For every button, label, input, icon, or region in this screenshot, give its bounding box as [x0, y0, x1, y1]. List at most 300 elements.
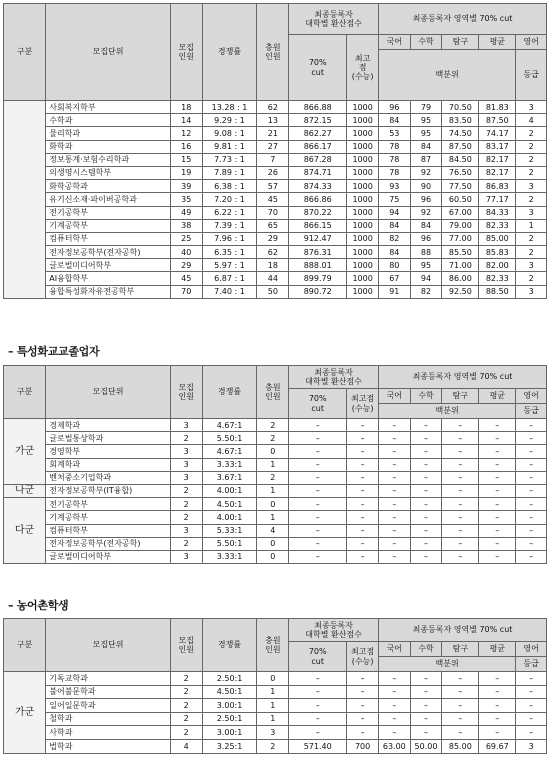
value-cell: 1000	[347, 193, 379, 206]
value-cell: 77.17	[479, 193, 516, 206]
group-label: 가군	[4, 672, 46, 754]
value-cell: 81.83	[479, 101, 516, 114]
header-max: 최고점 (수능)	[347, 389, 379, 419]
value-cell: –	[289, 726, 347, 740]
value-cell: –	[442, 432, 479, 445]
value-cell: –	[378, 445, 410, 458]
value-cell: 7.40 : 1	[202, 285, 257, 298]
table-row	[4, 537, 547, 550]
header-fill: 충원 인원	[257, 619, 289, 672]
value-cell: 4	[257, 524, 289, 537]
value-cell: 0	[257, 498, 289, 511]
value-cell: 78	[378, 140, 410, 153]
table-row	[4, 166, 547, 179]
value-cell: 4.50:1	[202, 685, 257, 699]
value-cell: 866.86	[289, 193, 347, 206]
value-cell: 86.00	[442, 272, 479, 285]
value-cell: –	[378, 537, 410, 550]
value-cell: –	[289, 432, 347, 445]
value-cell: –	[347, 672, 379, 686]
value-cell: 4.67:1	[202, 445, 257, 458]
table-row	[4, 127, 547, 140]
value-cell: 1000	[347, 272, 379, 285]
value-cell: –	[289, 471, 347, 484]
header-math: 수학	[410, 35, 442, 50]
value-cell: –	[479, 685, 516, 699]
header-eng: 영어	[516, 642, 547, 657]
value-cell: –	[289, 699, 347, 713]
value-cell: 84	[410, 140, 442, 153]
table-row	[4, 180, 547, 193]
header-percentile: 백분위	[378, 657, 515, 672]
value-cell: 45	[170, 272, 202, 285]
value-cell: 571.40	[289, 739, 347, 753]
table-row	[4, 140, 547, 153]
value-cell: –	[410, 550, 442, 563]
value-cell: 6.35 : 1	[202, 246, 257, 259]
table-row	[4, 726, 547, 740]
value-cell: –	[479, 471, 516, 484]
value-cell: 82.17	[479, 166, 516, 179]
header-score: 최종등록자 대학별 환산점수	[289, 4, 379, 35]
value-cell: 78	[378, 166, 410, 179]
value-cell: 9.29 : 1	[202, 114, 257, 127]
value-cell: 6.87 : 1	[202, 272, 257, 285]
value-cell: 3	[516, 259, 547, 272]
value-cell: 3	[170, 419, 202, 432]
value-cell: –	[479, 511, 516, 524]
unit-name: 컴퓨터학부	[46, 232, 171, 245]
value-cell: 2	[170, 498, 202, 511]
value-cell: 2	[257, 419, 289, 432]
value-cell: –	[516, 537, 547, 550]
value-cell: 88	[410, 246, 442, 259]
value-cell: –	[378, 712, 410, 726]
value-cell: –	[442, 685, 479, 699]
value-cell: 35	[170, 193, 202, 206]
value-cell: –	[347, 498, 379, 511]
value-cell: –	[378, 699, 410, 713]
value-cell: –	[410, 458, 442, 471]
header-percentile: 백분위	[378, 404, 515, 419]
value-cell: 3	[516, 206, 547, 219]
value-cell: 1	[257, 484, 289, 497]
value-cell: –	[479, 726, 516, 740]
value-cell: 6.22 : 1	[202, 206, 257, 219]
value-cell: 0	[257, 445, 289, 458]
value-cell: –	[289, 419, 347, 432]
value-cell: 96	[410, 232, 442, 245]
value-cell: 82	[410, 285, 442, 298]
table-general	[3, 3, 547, 299]
unit-name: 기계공학부	[46, 219, 171, 232]
value-cell: 79.00	[442, 219, 479, 232]
table-row	[4, 232, 547, 245]
value-cell: 1	[257, 511, 289, 524]
value-cell: 96	[378, 101, 410, 114]
header-kor: 국어	[378, 642, 410, 657]
unit-name: 법학과	[46, 739, 171, 753]
value-cell: –	[516, 484, 547, 497]
value-cell: –	[516, 471, 547, 484]
header-group: 구분	[4, 4, 46, 101]
value-cell: –	[410, 685, 442, 699]
value-cell: 3.67:1	[202, 471, 257, 484]
table-row	[4, 285, 547, 298]
unit-name: 회계학과	[46, 458, 171, 471]
value-cell: 50	[257, 285, 289, 298]
header-avg: 평균	[479, 35, 516, 50]
value-cell: 26	[257, 166, 289, 179]
value-cell: 2	[257, 739, 289, 753]
value-cell: 92	[410, 166, 442, 179]
value-cell: 4.50:1	[202, 498, 257, 511]
header-group: 구분	[4, 366, 46, 419]
value-cell: 14	[170, 114, 202, 127]
value-cell: 82.00	[479, 259, 516, 272]
value-cell: 95	[410, 127, 442, 140]
value-cell: 7	[257, 153, 289, 166]
value-cell: 1	[257, 699, 289, 713]
value-cell: 3	[170, 550, 202, 563]
value-cell: 2	[516, 127, 547, 140]
unit-name: 글로벌미디어학부	[46, 550, 171, 563]
unit-name: 일어일문학과	[46, 699, 171, 713]
value-cell: 18	[257, 259, 289, 272]
value-cell: –	[347, 726, 379, 740]
value-cell: 82.33	[479, 219, 516, 232]
value-cell: –	[378, 550, 410, 563]
value-cell: –	[378, 458, 410, 471]
value-cell: 2	[170, 511, 202, 524]
header-quota: 모집 인원	[170, 4, 202, 101]
group-label: 가군	[4, 419, 46, 485]
value-cell: 1000	[347, 259, 379, 272]
value-cell: –	[442, 498, 479, 511]
header-area: 최종등록자 영역별 70% cut	[378, 619, 546, 642]
table-row	[4, 206, 547, 219]
value-cell: 94	[378, 206, 410, 219]
value-cell: –	[516, 458, 547, 471]
header-kor: 국어	[378, 389, 410, 404]
header-grade: 등급	[516, 657, 547, 672]
value-cell: –	[516, 445, 547, 458]
header-eng: 영어	[516, 35, 547, 50]
header-row	[4, 366, 547, 389]
value-cell: 1000	[347, 219, 379, 232]
table-row	[4, 550, 547, 563]
value-cell: –	[289, 712, 347, 726]
value-cell: –	[516, 726, 547, 740]
table-row	[4, 511, 547, 524]
header-avg: 평균	[479, 642, 516, 657]
header-inq: 탐구	[442, 389, 479, 404]
value-cell: –	[410, 511, 442, 524]
value-cell: 5.50:1	[202, 537, 257, 550]
value-cell: –	[410, 672, 442, 686]
value-cell: 2	[170, 672, 202, 686]
value-cell: 67	[378, 272, 410, 285]
value-cell: 2.50:1	[202, 672, 257, 686]
value-cell: –	[347, 685, 379, 699]
value-cell: –	[289, 484, 347, 497]
value-cell: 96	[410, 193, 442, 206]
value-cell: 75	[378, 193, 410, 206]
value-cell: 5.33:1	[202, 524, 257, 537]
table-rural	[3, 618, 547, 754]
value-cell: 1	[516, 219, 547, 232]
value-cell: 866.88	[289, 101, 347, 114]
value-cell: 3	[516, 101, 547, 114]
value-cell: –	[347, 511, 379, 524]
section-title-specialized: – 특성화교교졸업자	[8, 345, 100, 358]
header-percentile: 백분위	[378, 50, 515, 101]
value-cell: 82	[378, 232, 410, 245]
value-cell: 93	[378, 180, 410, 193]
value-cell: –	[442, 419, 479, 432]
value-cell: –	[378, 498, 410, 511]
header-ratio: 경쟁률	[202, 4, 257, 101]
unit-name: 전기공학부	[46, 206, 171, 219]
header-quota: 모집 인원	[170, 619, 202, 672]
value-cell: –	[442, 672, 479, 686]
unit-name: 글로벌미디어학부	[46, 259, 171, 272]
value-cell: 3	[170, 471, 202, 484]
value-cell: 57	[257, 180, 289, 193]
value-cell: –	[378, 484, 410, 497]
value-cell: –	[479, 445, 516, 458]
value-cell: –	[410, 471, 442, 484]
value-cell: –	[289, 524, 347, 537]
value-cell: 95	[410, 114, 442, 127]
table-row	[4, 699, 547, 713]
unit-name: 사회복지학부	[46, 101, 171, 114]
value-cell: 1000	[347, 127, 379, 140]
value-cell: –	[378, 685, 410, 699]
value-cell: 1	[257, 458, 289, 471]
value-cell: 82.17	[479, 153, 516, 166]
value-cell: 88.50	[479, 285, 516, 298]
value-cell: –	[516, 524, 547, 537]
value-cell: –	[410, 712, 442, 726]
value-cell: –	[378, 524, 410, 537]
value-cell: 4.00:1	[202, 511, 257, 524]
value-cell: –	[347, 471, 379, 484]
value-cell: 2	[516, 272, 547, 285]
value-cell: –	[289, 458, 347, 471]
value-cell: 7.20 : 1	[202, 193, 257, 206]
value-cell: 2.50:1	[202, 712, 257, 726]
value-cell: –	[516, 699, 547, 713]
value-cell: 1000	[347, 285, 379, 298]
unit-name: 컴퓨터학부	[46, 524, 171, 537]
value-cell: 3	[170, 458, 202, 471]
value-cell: –	[410, 498, 442, 511]
value-cell: 2	[257, 432, 289, 445]
value-cell: 86.83	[479, 180, 516, 193]
value-cell: –	[442, 712, 479, 726]
table-row	[4, 712, 547, 726]
value-cell: –	[516, 550, 547, 563]
value-cell: 9.08 : 1	[202, 127, 257, 140]
value-cell: –	[442, 445, 479, 458]
value-cell: 5.50:1	[202, 432, 257, 445]
table-row	[4, 685, 547, 699]
value-cell: 872.15	[289, 114, 347, 127]
group-label	[4, 101, 46, 299]
value-cell: 700	[347, 739, 379, 753]
value-cell: 67.00	[442, 206, 479, 219]
section-title-rural: – 농어촌학생	[8, 599, 69, 612]
value-cell: 85.83	[479, 246, 516, 259]
header-grade: 등급	[516, 404, 547, 419]
value-cell: 25	[170, 232, 202, 245]
unit-name: 경제학과	[46, 419, 171, 432]
value-cell: –	[442, 726, 479, 740]
header-max: 최고 점 (수능)	[347, 35, 379, 101]
value-cell: –	[347, 524, 379, 537]
table-row	[4, 524, 547, 537]
header-math: 수학	[410, 642, 442, 657]
value-cell: –	[479, 484, 516, 497]
value-cell: 49	[170, 206, 202, 219]
value-cell: 71.00	[442, 259, 479, 272]
value-cell: –	[442, 511, 479, 524]
value-cell: –	[410, 537, 442, 550]
value-cell: 1000	[347, 114, 379, 127]
unit-name: 벤처중소기업학과	[46, 471, 171, 484]
value-cell: 1000	[347, 232, 379, 245]
unit-name: 불어불문학과	[46, 685, 171, 699]
value-cell: 2	[170, 432, 202, 445]
value-cell: 78	[378, 153, 410, 166]
value-cell: 84	[378, 246, 410, 259]
value-cell: –	[347, 484, 379, 497]
value-cell: –	[410, 726, 442, 740]
table-row	[4, 259, 547, 272]
value-cell: 87.50	[442, 140, 479, 153]
table-row	[4, 432, 547, 445]
header-row	[4, 619, 547, 642]
value-cell: 9.81 : 1	[202, 140, 257, 153]
value-cell: –	[516, 712, 547, 726]
value-cell: 91	[378, 285, 410, 298]
value-cell: 63.00	[378, 739, 410, 753]
value-cell: 77.50	[442, 180, 479, 193]
value-cell: 74.17	[479, 127, 516, 140]
unit-name: 융합특성화자유전공학부	[46, 285, 171, 298]
value-cell: –	[347, 550, 379, 563]
value-cell: –	[516, 685, 547, 699]
value-cell: 19	[170, 166, 202, 179]
header-eng: 영어	[516, 389, 547, 404]
value-cell: 2	[516, 232, 547, 245]
unit-name: 의생명시스템학부	[46, 166, 171, 179]
unit-name: 전기공학부	[46, 498, 171, 511]
value-cell: 870.22	[289, 206, 347, 219]
value-cell: 44	[257, 272, 289, 285]
value-cell: –	[516, 419, 547, 432]
value-cell: 80	[378, 259, 410, 272]
value-cell: –	[479, 712, 516, 726]
value-cell: –	[378, 672, 410, 686]
unit-name: 글로벌통상학과	[46, 432, 171, 445]
header-kor: 국어	[378, 35, 410, 50]
value-cell: 4	[170, 739, 202, 753]
value-cell: –	[347, 458, 379, 471]
value-cell: 2	[516, 246, 547, 259]
unit-name: 정보통계·보험수리학과	[46, 153, 171, 166]
value-cell: 7.73 : 1	[202, 153, 257, 166]
table-row	[4, 458, 547, 471]
value-cell: 6.38 : 1	[202, 180, 257, 193]
value-cell: 866.15	[289, 219, 347, 232]
value-cell: 2	[170, 537, 202, 550]
table-row	[4, 193, 547, 206]
unit-name: 유기신소재·파이버공학과	[46, 193, 171, 206]
value-cell: –	[442, 524, 479, 537]
table-row	[4, 246, 547, 259]
value-cell: 94	[410, 272, 442, 285]
value-cell: –	[479, 699, 516, 713]
value-cell: 2	[170, 484, 202, 497]
value-cell: –	[378, 432, 410, 445]
value-cell: 1	[257, 685, 289, 699]
value-cell: 13	[257, 114, 289, 127]
value-cell: 65	[257, 219, 289, 232]
value-cell: –	[410, 484, 442, 497]
value-cell: 3.00:1	[202, 726, 257, 740]
value-cell: –	[442, 458, 479, 471]
header-row	[4, 4, 547, 35]
value-cell: 0	[257, 672, 289, 686]
value-cell: –	[289, 511, 347, 524]
value-cell: 2	[170, 685, 202, 699]
value-cell: 50.00	[410, 739, 442, 753]
value-cell: 84.50	[442, 153, 479, 166]
header-avg: 평균	[479, 389, 516, 404]
value-cell: –	[516, 511, 547, 524]
table-specialized	[3, 365, 547, 564]
header-fill: 충원 인원	[257, 4, 289, 101]
value-cell: 84	[378, 114, 410, 127]
table-row	[4, 101, 547, 114]
value-cell: 3	[170, 445, 202, 458]
unit-name: 전자정보공학부(IT융합)	[46, 484, 171, 497]
value-cell: 16	[170, 140, 202, 153]
header-ratio: 경쟁률	[202, 366, 257, 419]
value-cell: 890.72	[289, 285, 347, 298]
header-inq: 탐구	[442, 642, 479, 657]
value-cell: 912.47	[289, 232, 347, 245]
header-unit: 모집단위	[46, 619, 171, 672]
value-cell: 92	[410, 206, 442, 219]
value-cell: –	[378, 419, 410, 432]
header-area: 최종등록자 영역별 70% cut	[378, 366, 546, 389]
value-cell: 39	[170, 180, 202, 193]
value-cell: 3	[170, 524, 202, 537]
value-cell: 1000	[347, 140, 379, 153]
value-cell: 3	[516, 180, 547, 193]
value-cell: 62	[257, 101, 289, 114]
table-row	[4, 672, 547, 686]
value-cell: 60.50	[442, 193, 479, 206]
value-cell: 74.50	[442, 127, 479, 140]
table-row	[4, 219, 547, 232]
unit-name: 전자정보공학부(전자공학)	[46, 537, 171, 550]
value-cell: –	[347, 537, 379, 550]
value-cell: –	[516, 498, 547, 511]
